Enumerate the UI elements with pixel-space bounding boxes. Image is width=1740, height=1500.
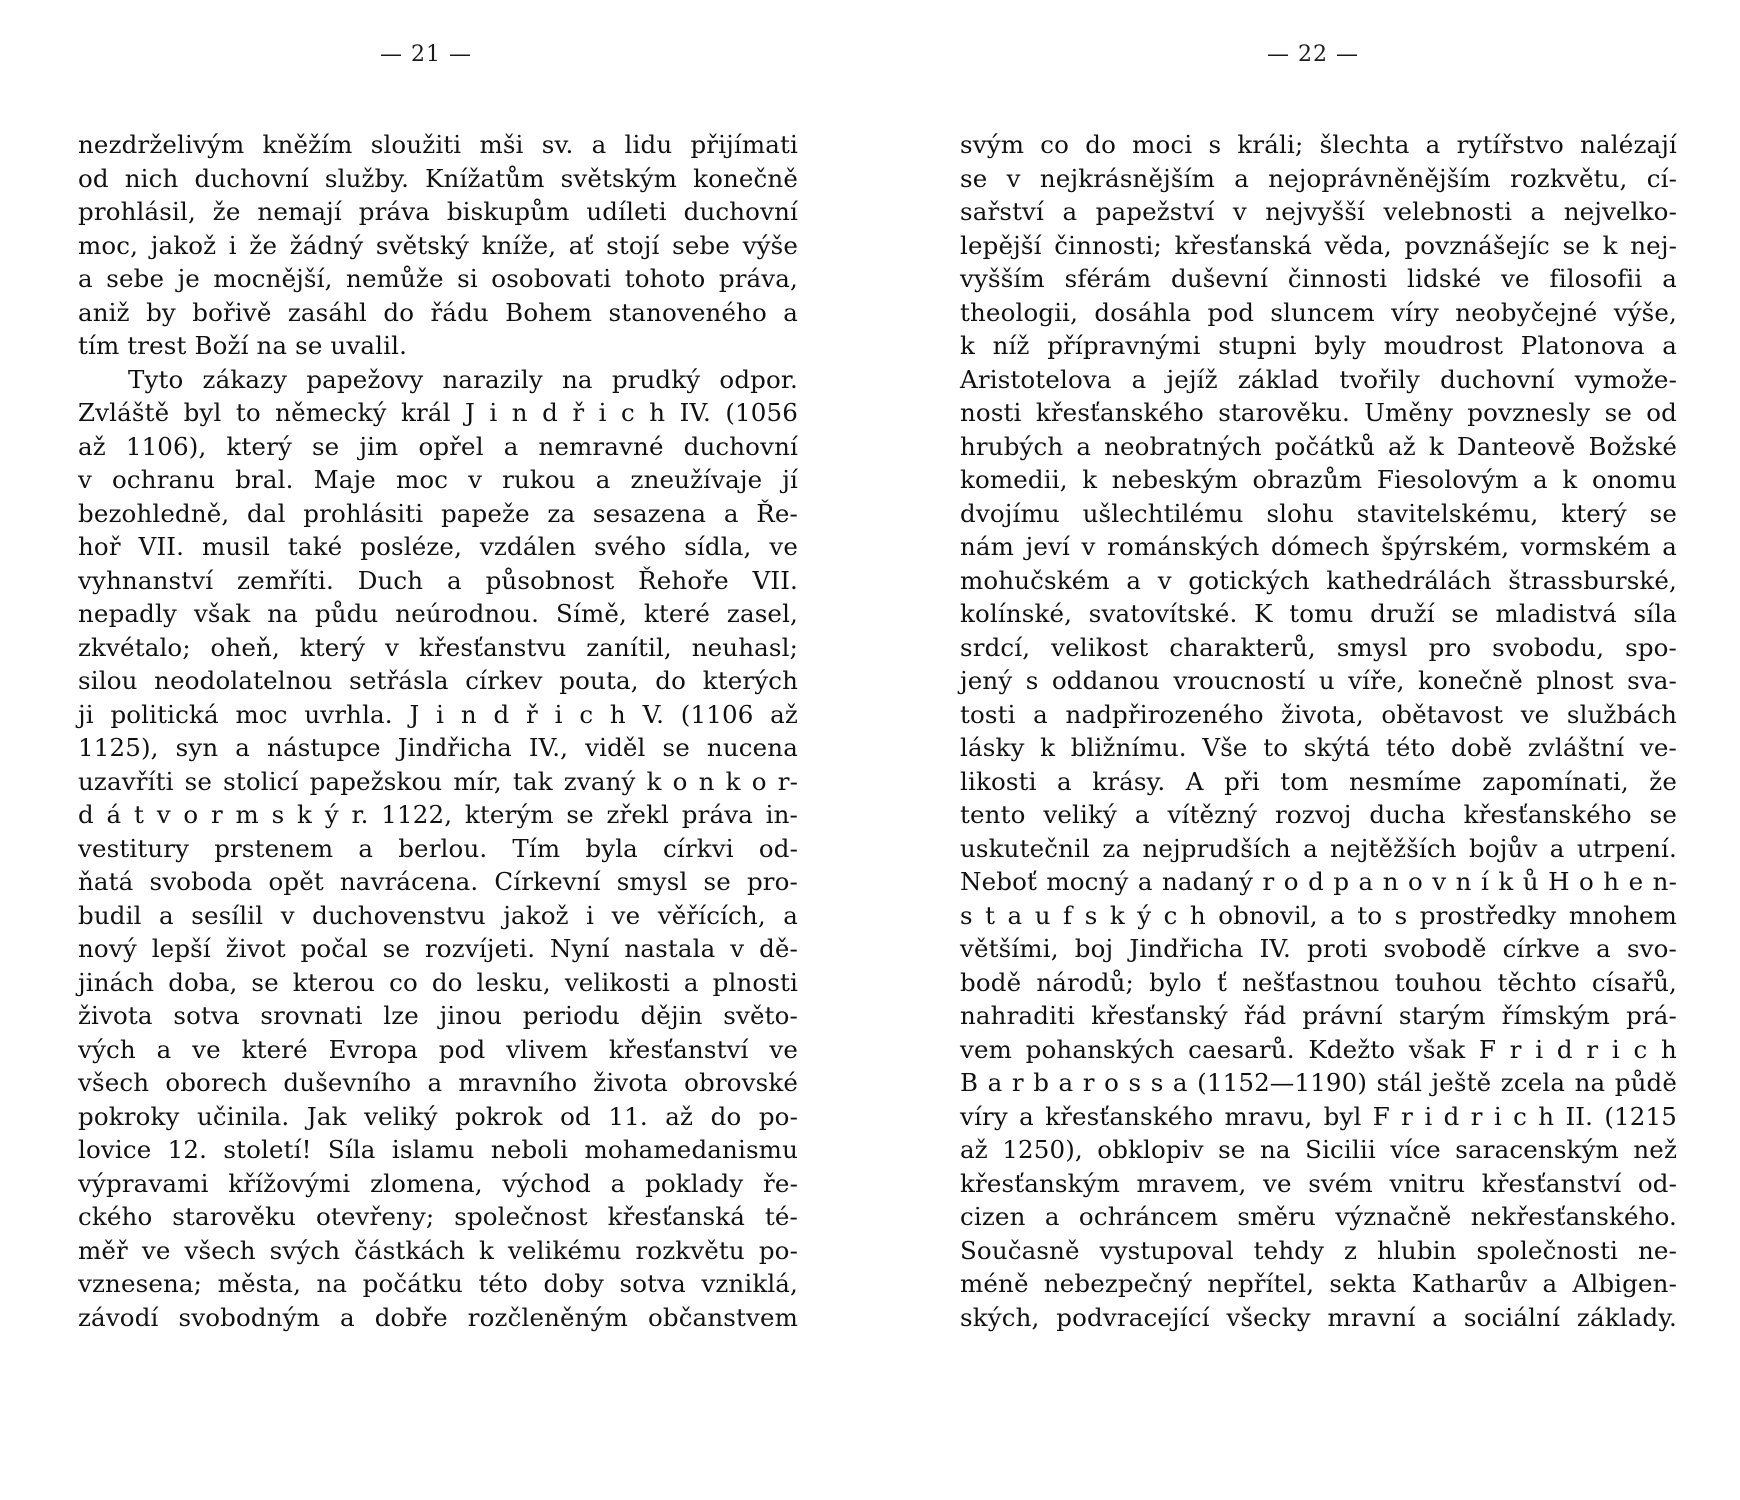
text-line: vyšším sférám duševní činnosti lidské ve filosofii a xyxy=(960,264,1677,293)
right-page xyxy=(870,0,1740,1500)
text-line: 1125), syn a nástupce Jindřicha IV., viděl se nucena xyxy=(78,733,798,762)
text-line: vestitury prstenem a berlou. Tím byla církvi od- xyxy=(78,833,798,863)
text-line: od nich duchovní služby. Knížatům světským konečně xyxy=(78,163,798,193)
text-line: s t a u f s k ý c h obnovil, a to s prostředky mnohem xyxy=(960,900,1677,930)
text-line: výpravami křížovými zlomena, východ a poklady ře- xyxy=(78,1168,798,1198)
text-line: aniž by bořivě zasáhl do řádu Bohem stanoveného a xyxy=(78,297,798,327)
text-line: lásky k bližnímu. Vše to skýtá této době zvláštní ve- xyxy=(960,733,1677,762)
text-line: k níž přípravnými stupni byly moudrost Platonova a xyxy=(960,331,1677,360)
text-line: hoř VII. musil také posléze, vzdálen svého sídla, ve xyxy=(78,532,798,561)
text-line: lovice 12. století! Síla islamu neboli mohamedanismu xyxy=(78,1135,798,1164)
text-line: moc, jakož i že žádný světský kníže, ať stojí sebe výše xyxy=(78,230,798,260)
text-line: komedii, k nebeským obrazům Fiesolovým a k onomu xyxy=(960,465,1677,494)
text-line: tím trest Boží na se uvalil. xyxy=(78,331,408,360)
text-line: se v nejkrásnějším a nejoprávněnějším rozkvětu, cí- xyxy=(960,163,1677,193)
text-line: srdcí, velikost charakterů, smysl pro svobodu, spo- xyxy=(960,632,1677,662)
text-line: nový lepší život počal se rozvíjeti. Nyní nastala v dě- xyxy=(78,934,798,963)
text-line: dvojímu ušlechtilému slohu stavitelskému, který se xyxy=(960,498,1677,528)
text-line: závodí svobodným a dobře rozčleněným občanstvem xyxy=(78,1302,798,1332)
text-line: nezdrželivým kněžím sloužiti mši sv. a lidu přijímati xyxy=(78,130,798,159)
page-number-right: — 22 — xyxy=(1267,42,1359,67)
text-line: jinách doba, se kterou co do lesku, velikosti a plnosti xyxy=(78,967,798,997)
text-line: ji politická moc uvrhla. J i n d ř i c h V. (1106 až xyxy=(78,699,798,729)
text-line: všech oborech duševního a mravního života obrovské xyxy=(78,1068,798,1097)
text-line: likosti a krásy. A při tom nesmíme zapomínati, že xyxy=(960,766,1677,796)
text-line: tento veliký a vítězný rozvoj ducha křesťanského se xyxy=(960,800,1677,829)
text-line: B a r b a r o s s a (1152—1190) stál ještě zcela na půdě xyxy=(960,1068,1677,1097)
text-line: a sebe je mocnější, nemůže si osobovati tohoto práva, xyxy=(78,264,798,293)
text-line: uskutečnil za nejprudších a nejtěžších bojův a utrpení. xyxy=(960,833,1677,863)
text-line: zkvétalo; oheň, který v křesťanstvu zanítil, neuhasl; xyxy=(78,632,798,662)
text-line: nahraditi křesťanský řád právní starým římským prá- xyxy=(960,1001,1677,1030)
text-line: uzavříti se stolicí papežskou mír, tak zvaný k o n k o r- xyxy=(78,766,798,796)
text-line: vých a ve které Evropa pod vlivem křesťanství ve xyxy=(78,1034,798,1064)
text-line: kolínské, svatovítské. K tomu druží se mladistvá síla xyxy=(960,599,1677,628)
text-line: až 1106), který se jim opřel a nemravné duchovní xyxy=(78,431,798,461)
text-line: cizen a ochráncem směru význačně nekřesťanského. xyxy=(960,1202,1677,1231)
text-line: prohlásil, že nemají práva biskupům udíleti duchovní xyxy=(78,197,798,226)
text-line: až 1250), obklopiv se na Sicilii více saracenským než xyxy=(960,1135,1677,1164)
text-line: sařství a papežství v nejvyšší velebnosti a nejvelko- xyxy=(960,197,1677,226)
text-line: bodě národů; bylo ť nešťastnou touhou těchto císařů, xyxy=(960,967,1677,997)
text-line: d á t v o r m s k ý r. 1122, kterým se zřekl práva in- xyxy=(78,800,798,829)
text-line: bezohledně, dal prohlásiti papeže za sesazena a Ře- xyxy=(78,498,798,528)
text-line: vznesena; města, na počátku této doby sotva vzniklá, xyxy=(78,1269,798,1298)
text-line: ských, podvracející všecky mravní a sociální základy. xyxy=(960,1302,1677,1332)
page-number-left: — 21 — xyxy=(380,42,472,67)
left-page-text xyxy=(78,128,798,1334)
text-line: ckého starověku otevřeny; společnost křesťanská té- xyxy=(78,1202,798,1231)
text-line: vyhnanství zemříti. Duch a působnost Řehoře VII. xyxy=(78,565,798,595)
text-line: lepější činnosti; křesťanská věda, povznášejíc se k nej- xyxy=(960,230,1677,260)
text-line: v ochranu bral. Maje moc v rukou a zneužívaje jí xyxy=(78,465,798,494)
text-line: svým co do moci s králi; šlechta a rytířstvo nalézají xyxy=(960,130,1677,159)
text-line: tosti a nadpřirozeného života, obětavost ve službách xyxy=(960,699,1677,729)
text-line: hrubých a neobratných počátků až k Danteově Božské xyxy=(960,431,1677,461)
text-line: víry a křesťanského mravu, byl F r i d r i c h II. (1215 xyxy=(960,1101,1677,1131)
text-line: Tyto zákazy papežovy narazily na prudký odpor. xyxy=(128,364,798,394)
text-line: nám jeví v románských dómech špýrském, vormském a xyxy=(960,532,1677,561)
text-line: Aristotelova a jejíž základ tvořily duchovní vymože- xyxy=(960,364,1677,394)
right-page-text xyxy=(960,128,1677,1334)
text-line: většími, boj Jindřicha IV. proti svobodě církve a svo- xyxy=(960,934,1677,963)
text-line: nosti křesťanského starověku. Uměny povznesly se od xyxy=(960,398,1677,427)
text-line: vem pohanských caesarů. Kdežto však F r i d r i c h xyxy=(960,1034,1677,1064)
text-line: Neboť mocný a nadaný r o d p a n o v n í k ů H o h e n- xyxy=(960,867,1677,896)
text-line: theologii, dosáhla pod sluncem víry neobyčejné výše, xyxy=(960,297,1677,327)
text-line: pokroky učinila. Jak veliký pokrok od 11. až do po- xyxy=(78,1101,798,1131)
text-line: života sotva srovnati lze jinou periodu dějin světo- xyxy=(78,1001,798,1030)
text-line: mohučském a v gotických kathedrálách štrassburské, xyxy=(960,565,1677,595)
text-line: ňatá svoboda opět navrácena. Církevní smysl se pro- xyxy=(78,867,798,896)
text-line: nepadly však na půdu neúrodnou. Símě, které zasel, xyxy=(78,599,798,628)
text-line: Zvláště byl to německý král J i n d ř i c h IV. (1056 xyxy=(78,398,798,427)
text-line: jený s oddanou vroucností u víře, konečně plnost sva- xyxy=(960,666,1677,695)
text-line: křesťanským mravem, ve svém vnitru křesťanství od- xyxy=(960,1168,1677,1198)
text-line: budil a sesílil v duchovenstvu jakož i ve věřících, a xyxy=(78,900,798,930)
text-line: silou neodolatelnou setřásla církev pouta, do kterých xyxy=(78,666,798,695)
text-line: měř ve všech svých částkách k velikému rozkvětu po- xyxy=(78,1235,798,1265)
text-line: méně nebezpečný nepřítel, sekta Katharův a Albigen- xyxy=(960,1269,1677,1298)
text-line: Současně vystupoval tehdy z hlubin společnosti ne- xyxy=(960,1235,1677,1265)
